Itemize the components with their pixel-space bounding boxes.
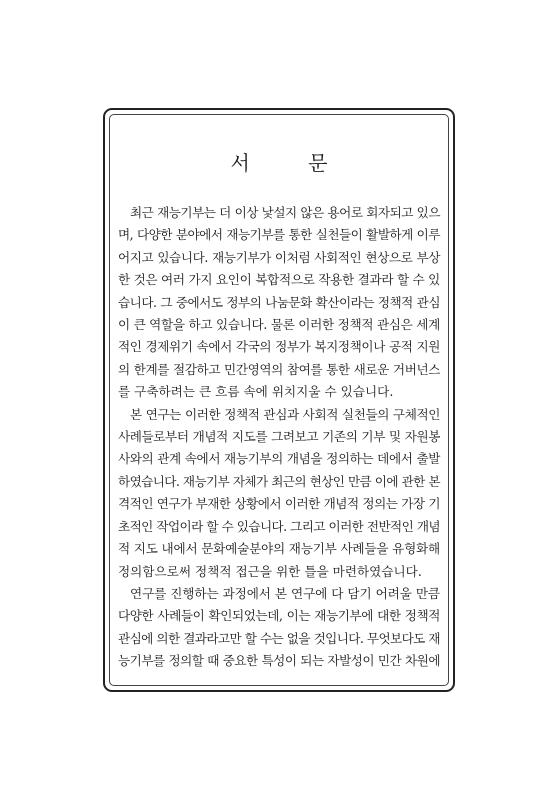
text-line: 다양한 사례들이 확인되었는데, 이는 재능기부에 대한 정책적 (118, 608, 440, 624)
text-line: 관심에 의한 결과라고만 할 수는 없을 것입니다. 무엇보다도 재 (118, 630, 440, 646)
preface-content (118, 150, 440, 673)
text-line: 적인 경제위기 속에서 각국의 정부가 복지정책이나 공적 지원 (118, 339, 440, 355)
text-line: 를 구축하려는 큰 흐름 속에 위치지울 수 있습니다. (118, 384, 394, 400)
text-line: 습니다. 그 중에서도 정부의 나눔문화 확산이라는 정책적 관심 (118, 294, 440, 310)
text-line: 최근 재능기부는 더 이상 낯설지 않은 용어로 회자되고 있으 (130, 205, 440, 220)
text-line: 하였습니다. 재능기부 자체가 최근의 현상인 만큼 이에 관한 본 (118, 473, 440, 489)
paragraph (118, 404, 440, 583)
text-line: 초적인 작업이라 할 수 있습니다. 그리고 이러한 전반적인 개념 (118, 518, 440, 534)
text-line: 며, 다양한 분야에서 재능기부를 통한 실천들이 활발하게 이루 (118, 227, 440, 243)
text-line: 연구를 진행하는 과정에서 본 연구에 다 담기 어려울 만큼 (130, 585, 440, 601)
paragraph (118, 202, 440, 404)
text-line: 적 지도 내에서 문화예술분야의 재능기부 사례들을 유형화해 (118, 541, 440, 557)
text-line: 사와의 관계 속에서 재능기부의 개념을 정의하는 데에서 출발 (118, 451, 440, 467)
text-line: 어지고 있습니다. 재능기부가 이처럼 사회적인 현상으로 부상 (118, 249, 440, 265)
text-line: 사례들로부터 개념적 지도를 그려보고 기존의 기부 및 자원봉 (118, 429, 440, 445)
text-line: 격적인 연구가 부재한 상황에서 이러한 개념적 정의는 가장 기 (118, 496, 440, 512)
text-line: 정의함으로써 정책적 접근을 위한 틀을 마련하였습니다. (118, 563, 422, 579)
text-line: 본 연구는 이러한 정책적 관심과 사회적 실천들의 구체적인 (130, 406, 440, 422)
text-line: 능기부를 정의할 때 중요한 특성이 되는 자발성이 민간 차원에 (118, 653, 440, 669)
preface-body (118, 202, 440, 673)
text-line: 한 것은 여러 가지 요인이 복합적으로 작용한 결과라 할 수 있 (118, 272, 440, 288)
text-line: 의 한계를 절감하고 민간영역의 참여를 통한 새로운 거버넌스 (118, 361, 440, 377)
paragraph (118, 583, 440, 673)
text-line: 이 큰 역할을 하고 있습니다. 물론 이러한 정책적 관심은 세계 (118, 317, 440, 333)
page-title: 서 문 (230, 151, 354, 175)
